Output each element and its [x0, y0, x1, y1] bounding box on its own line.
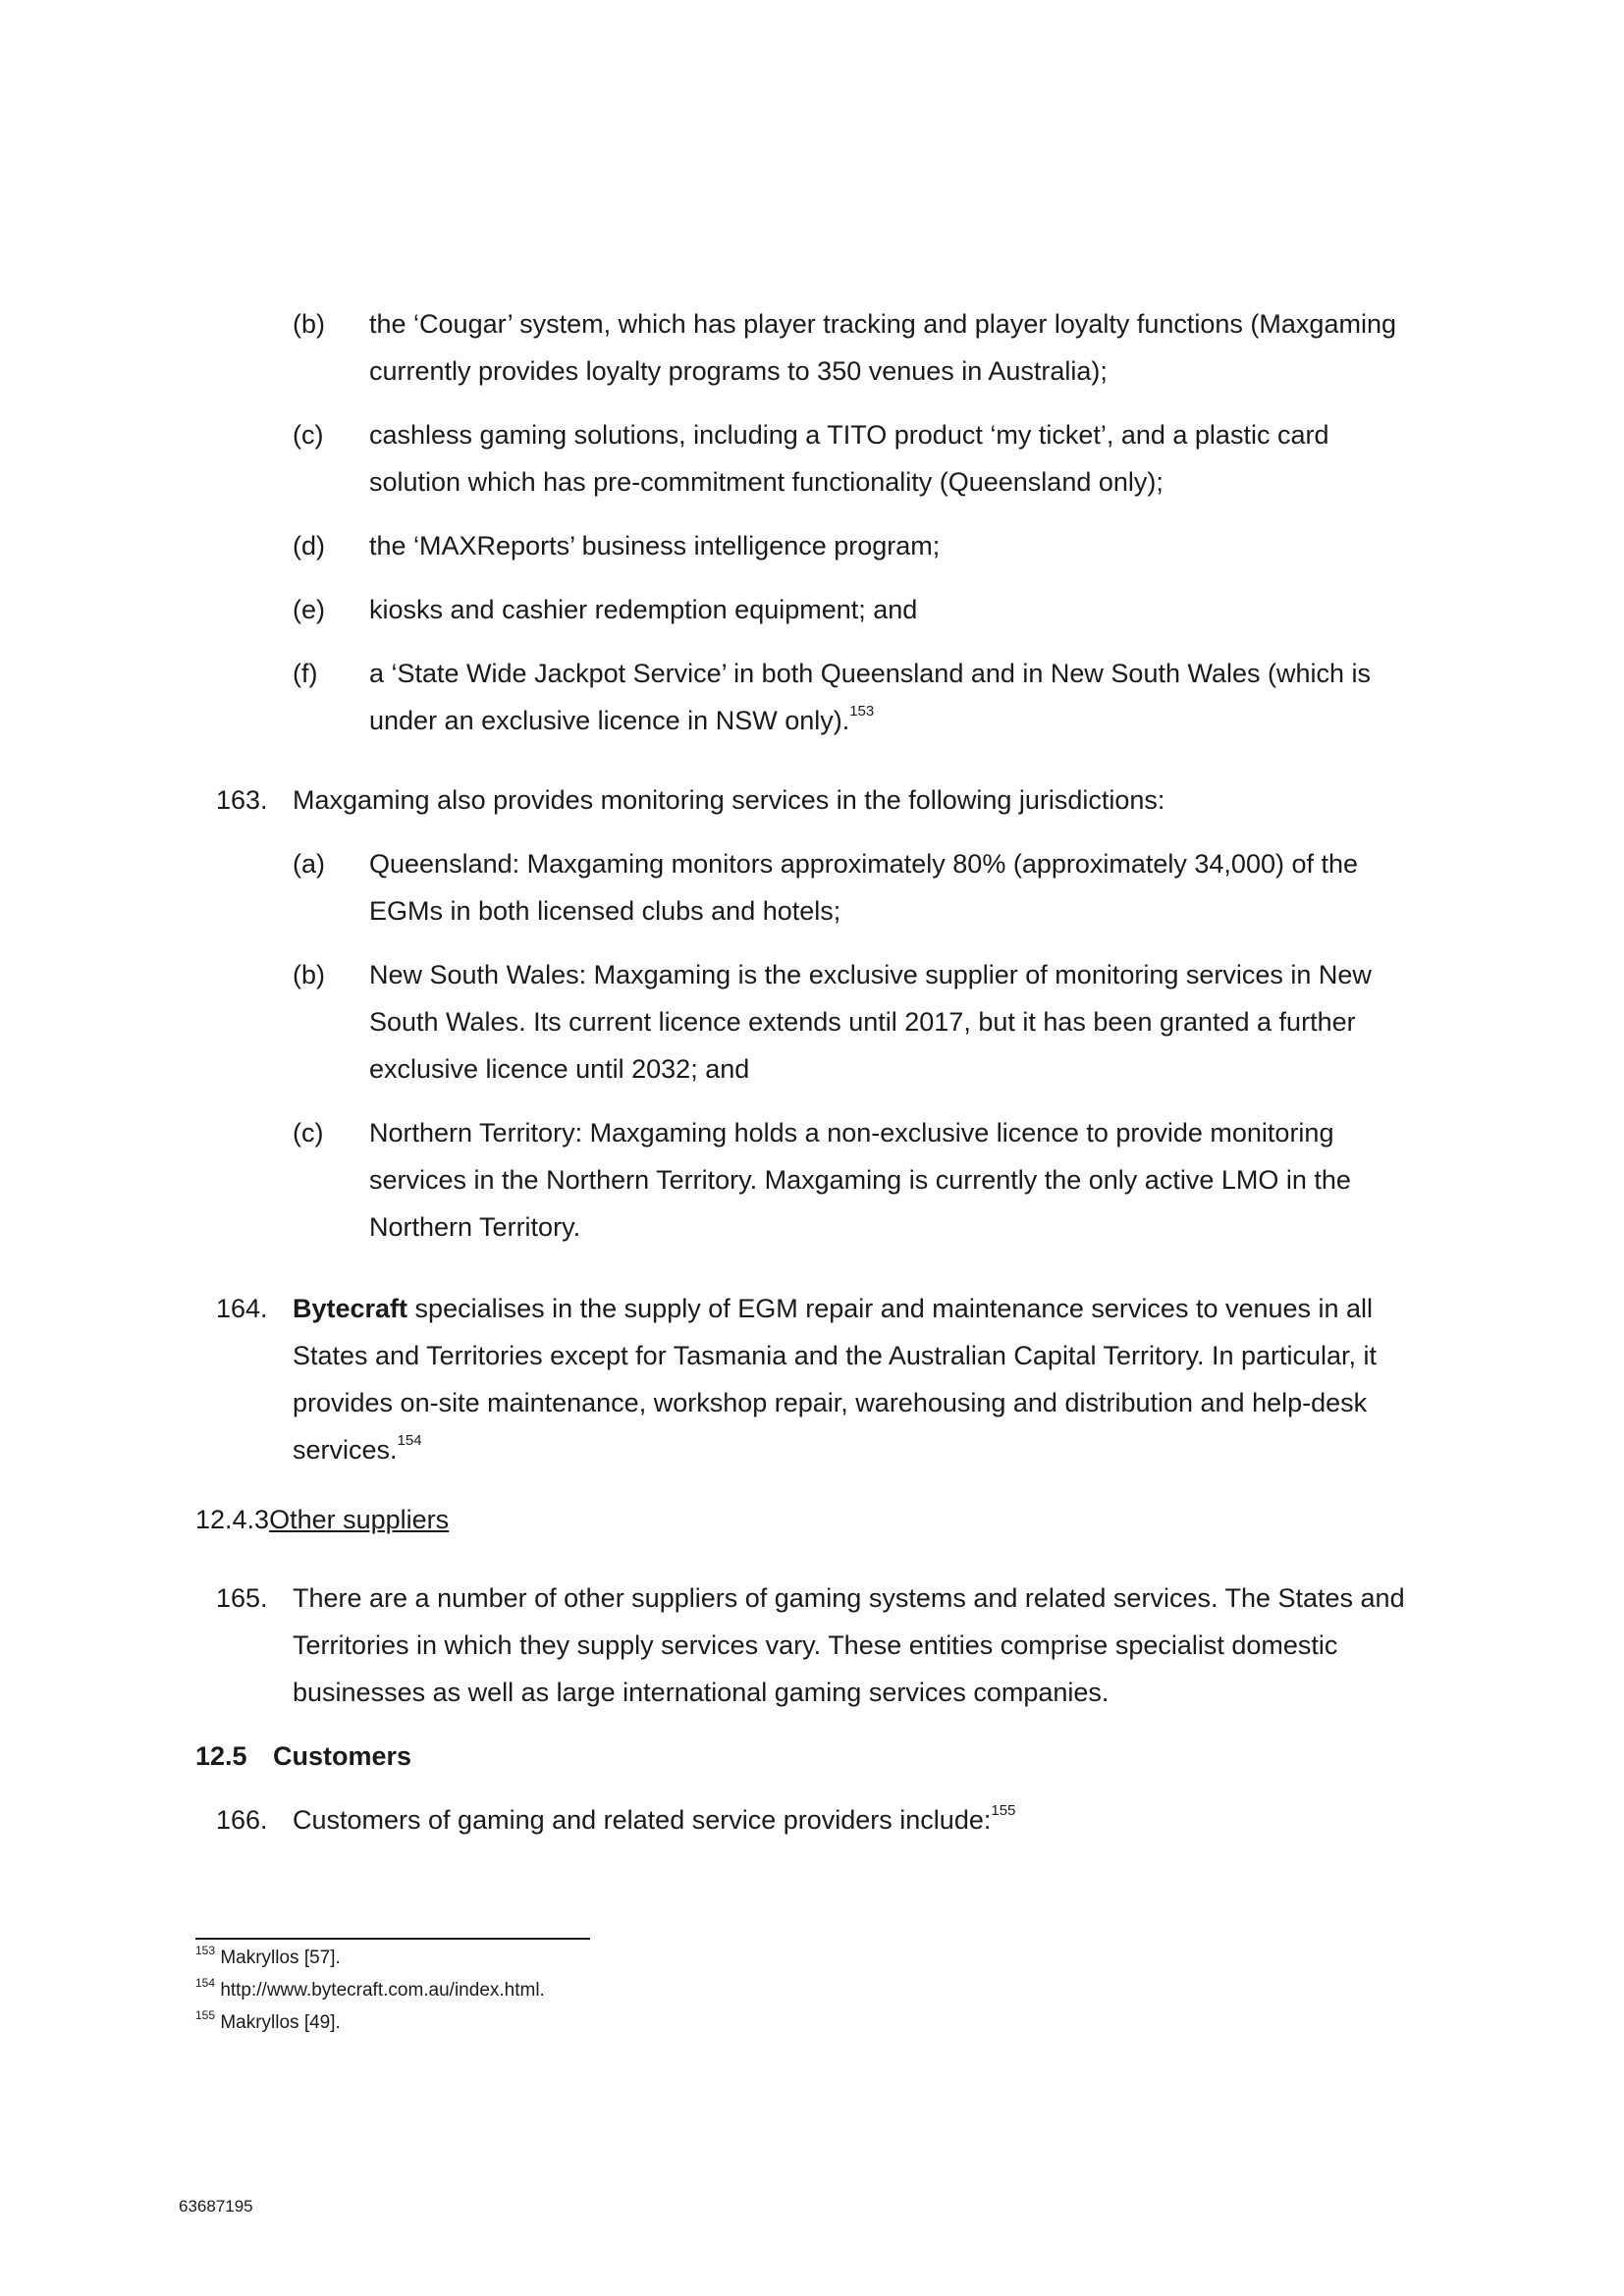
item-label-f: (f)	[293, 659, 318, 688]
company-name-bytecraft: Bytecraft	[293, 1294, 408, 1323]
item-text-d: the ‘MAXReports’ business intelligence program;	[369, 531, 941, 561]
para-166-number: 166.	[216, 1805, 268, 1835]
para-163-item-label-b: (b)	[293, 960, 325, 989]
footnote-ref-153: 153	[849, 703, 875, 720]
footnote-154	[195, 1975, 545, 2002]
para-164-number: 164.	[216, 1294, 268, 1323]
footnote-ref-154: 154	[397, 1432, 422, 1449]
section-12-5-title: Customers	[273, 1741, 412, 1771]
para-164-text	[293, 1285, 1446, 1473]
item-text-e: kiosks and cashier redemption equipment; and	[369, 595, 918, 624]
footnote-153-text: Makryllos [57].	[220, 1948, 341, 1968]
footnote-155-number: 155	[195, 2007, 216, 2022]
para-163-text: Maxgaming also provides monitoring services in the following jurisdictions:	[293, 785, 1165, 815]
item-label-d: (d)	[293, 531, 325, 561]
item-text-b: the ‘Cougar’ system, which has player tracking and player loyalty functions (Maxgaming currently provides loyalty programs to 350 venues in Australia);	[369, 309, 1396, 386]
para-163-number: 163.	[216, 785, 268, 815]
para-163-item-text-c: Northern Territory: Maxgaming holds a non-exclusive licence to provide monitoring services in the Northern Territory. Maxgaming is currently the only active LMO in the Northern Territory.	[369, 1118, 1351, 1242]
document-id: 63687195	[179, 2197, 253, 2216]
section-12-4-3-number: 12.4.3	[195, 1505, 270, 1534]
para-163-item-label-a: (a)	[293, 849, 325, 879]
para-165-number: 165.	[216, 1583, 268, 1613]
para-163-item-text-b: New South Wales: Maxgaming is the exclusive supplier of monitoring services in New South Wales. Its current licence extends until 2017, but it has been granted a further exclusive licence until 2032; and	[369, 960, 1372, 1084]
item-label-c: (c)	[293, 420, 324, 450]
footnote-154-text: http://www.bytecraft.com.au/index.html.	[220, 1980, 545, 2001]
section-12-5-number: 12.5	[195, 1741, 247, 1771]
item-label-b: (b)	[293, 309, 325, 339]
footnote-153-number: 153	[195, 1943, 216, 1957]
para-164-body: specialises in the supply of EGM repair and maintenance services to venues in all States and Territories except for Tasmania and the Australian Capital Territory. In particular, it provides on-site maintenance, workshop repair, warehousing and distribution and help-desk services.	[293, 1294, 1378, 1465]
footnote-ref-155: 155	[991, 1802, 1016, 1819]
item-text-c: cashless gaming solutions, including a TITO product ‘my ticket’, and a plastic card solution which has pre-commitment functionality (Queensland only);	[369, 420, 1329, 497]
footnote-155-text: Makryllos [49].	[220, 2012, 341, 2033]
footnote-153	[195, 1943, 341, 1970]
section-12-4-3-heading	[195, 1496, 449, 1543]
section-12-4-3-title: Other suppliers	[269, 1505, 450, 1534]
para-163-item-label-c: (c)	[293, 1118, 324, 1148]
para-165-text: There are a number of other suppliers of gaming systems and related services. The States and Territories in which they supply services vary. These entities comprise specialist domestic businesses as well as large international gaming services companies.	[293, 1583, 1405, 1707]
item-text-f-body: a ‘State Wide Jackpot Service’ in both Queensland and in New South Wales (which is under an exclusive licence in NSW only).	[369, 659, 1372, 735]
footnote-separator	[195, 1938, 590, 1940]
para-166-body: Customers of gaming and related service providers include:	[293, 1805, 992, 1835]
item-label-e: (e)	[293, 595, 325, 624]
footnote-155	[195, 2007, 341, 2035]
para-166-text	[293, 1796, 1446, 1843]
para-163-item-text-a: Queensland: Maxgaming monitors approximately 80% (approximately 34,000) of the EGMs in both licensed clubs and hotels;	[369, 849, 1359, 926]
item-text-f	[369, 650, 1439, 744]
footnote-154-number: 154	[195, 1975, 216, 1990]
